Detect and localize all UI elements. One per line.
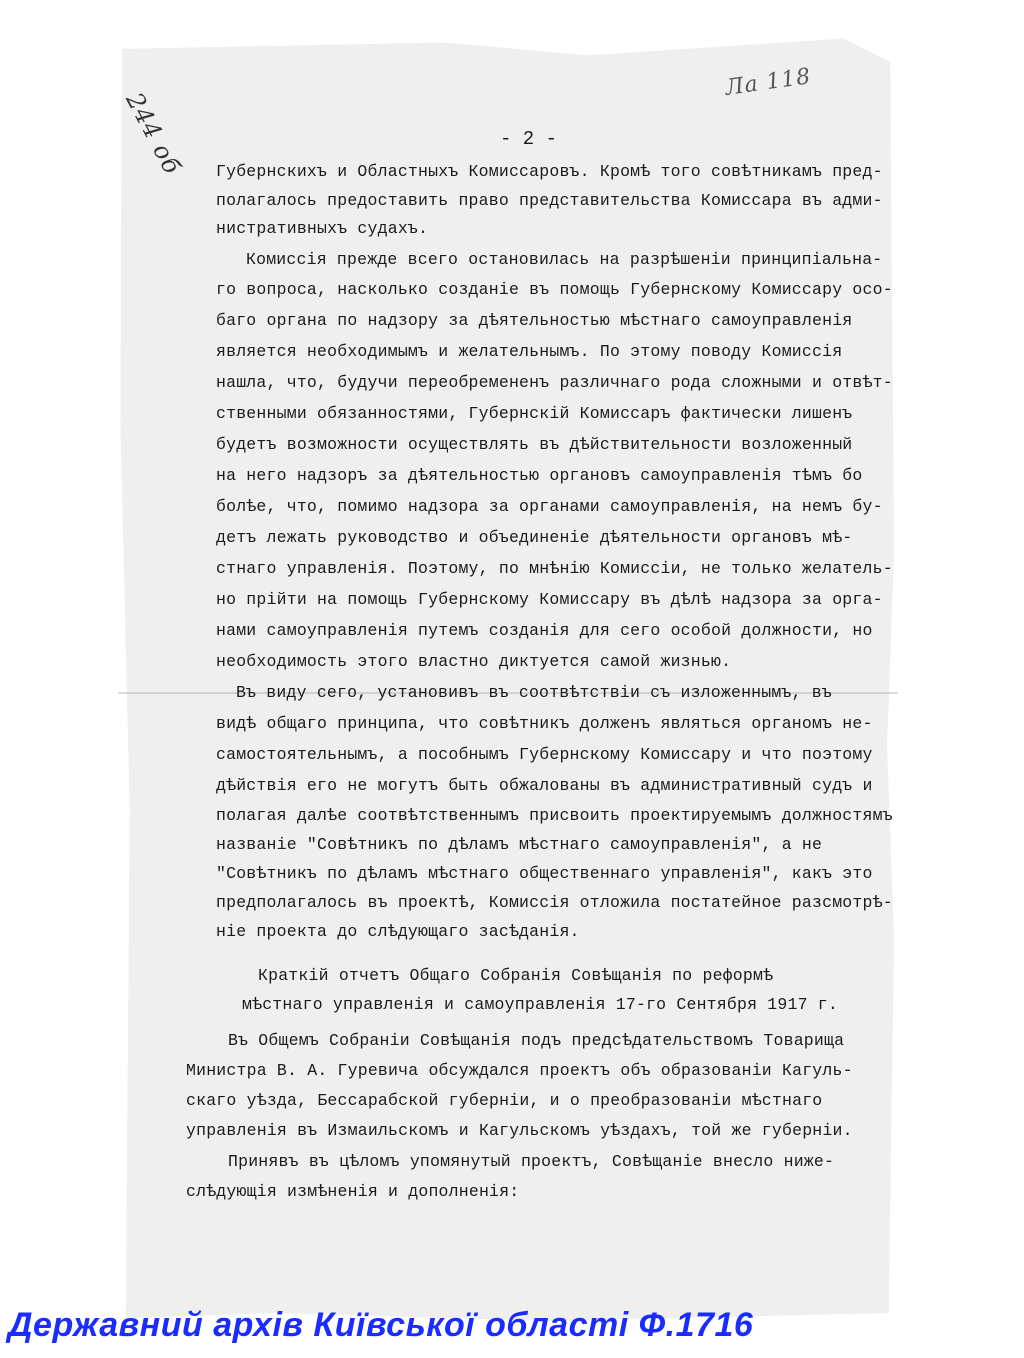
text-line: Въ виду сего, установивъ въ соотвѣтствіи съ изложеннымъ, въ xyxy=(236,683,832,702)
text-line: болѣе, что, помимо надзора за органами самоуправленія, на немъ бу- xyxy=(216,497,883,516)
text-line: Комиссія прежде всего остановилась на разрѣшеніи принципіальна- xyxy=(246,250,883,269)
text-line: ніе проекта до слѣдующаго засѣданія. xyxy=(216,922,580,941)
text-line: Министра В. А. Гуревича обсуждался проектъ объ образованіи Кагуль- xyxy=(186,1061,853,1080)
report-heading-line: мѣстнаго управленія и самоуправленія 17-го Сентября 1917 г. xyxy=(242,995,838,1014)
text-line: но прійти на помощь Губернскому Комиссару въ дѣлѣ надзора за орга- xyxy=(216,590,883,609)
text-line: необходимость этого властно диктуется самой жизнью. xyxy=(216,652,732,671)
text-line: полагалось предоставить право представительства Комиссара въ адми- xyxy=(216,191,883,210)
text-line: Губернскихъ и Областныхъ Комиссаровъ. Кромѣ того совѣтникамъ пред- xyxy=(216,162,883,181)
text-line: полагая далѣе соотвѣтственнымъ присвоить проектируемымъ должностямъ xyxy=(216,806,893,825)
handwritten-note-left: 244 об xyxy=(120,88,187,180)
archive-caption: Державний архів Київської області Ф.1716 xyxy=(8,1306,754,1344)
text-line: баго органа по надзору за дѣятельностью мѣстнаго самоуправленія xyxy=(216,311,853,330)
text-line: предполагалось въ проектѣ, Комиссія отложила постатейное разсмотрѣ- xyxy=(216,893,893,912)
text-line: детъ лежать руководство и объединеніе дѣятельности органовъ мѣ- xyxy=(216,528,853,547)
text-line: самостоятельнымъ, а пособнымъ Губернскому Комиссару и что поэтому xyxy=(216,745,873,764)
page-number: - 2 - xyxy=(500,128,558,150)
text-line: нашла, что, будучи переобремененъ различнаго рода сложными и отвѣт- xyxy=(216,373,893,392)
text-line: Принявъ въ цѣломъ упомянутый проектъ, Совѣщаніе внесло ниже- xyxy=(228,1152,835,1171)
text-line: ственными обязанностями, Губернскій Комиссаръ фактически лишенъ xyxy=(216,404,853,423)
text-line: названіе "Совѣтникъ по дѣламъ мѣстнаго самоуправленія", а не xyxy=(216,835,823,854)
text-line: слѣдующія измѣненія и дополненія: xyxy=(186,1182,520,1201)
text-line: будетъ возможности осуществлять въ дѣйствительности возложенный xyxy=(216,435,853,454)
text-line: "Совѣтникъ по дѣламъ мѣстнаго общественнаго управленія", какъ это xyxy=(216,864,873,883)
text-line: видѣ общаго принципа, что совѣтникъ долженъ являться органомъ не- xyxy=(216,714,873,733)
text-line: нистративныхъ судахъ. xyxy=(216,219,429,238)
text-line: Въ Общемъ Собраніи Совѣщанія подъ предсѣдательствомъ Товарища xyxy=(228,1031,845,1050)
text-line: нами самоуправленія путемъ созданія для сего особой должности, но xyxy=(216,621,873,640)
report-heading-line: Краткій отчетъ Общаго Собранія Совѣщанія по реформѣ xyxy=(258,966,774,985)
handwritten-note-right: Ла 118 xyxy=(723,64,813,101)
text-line: го вопроса, насколько созданіе въ помощь Губернскому Комиссару осо- xyxy=(216,280,893,299)
text-line: скаго уѣзда, Бессарабской губерніи, и о преобразованіи мѣстнаго xyxy=(186,1091,823,1110)
text-line: на него надзоръ за дѣятельностью органовъ самоуправленія тѣмъ бо xyxy=(216,466,863,485)
text-line: стнаго управленія. Поэтому, по мнѣнію Комиссіи, не только желатель- xyxy=(216,559,893,578)
text-line: является необходимымъ и желательнымъ. По этому поводу Комиссія xyxy=(216,342,843,361)
text-line: дѣйствія его не могутъ быть обжалованы въ административный судъ и xyxy=(216,776,873,795)
text-line: управленія въ Измаильскомъ и Кагульскомъ уѣздахъ, той же губерніи. xyxy=(186,1121,853,1140)
